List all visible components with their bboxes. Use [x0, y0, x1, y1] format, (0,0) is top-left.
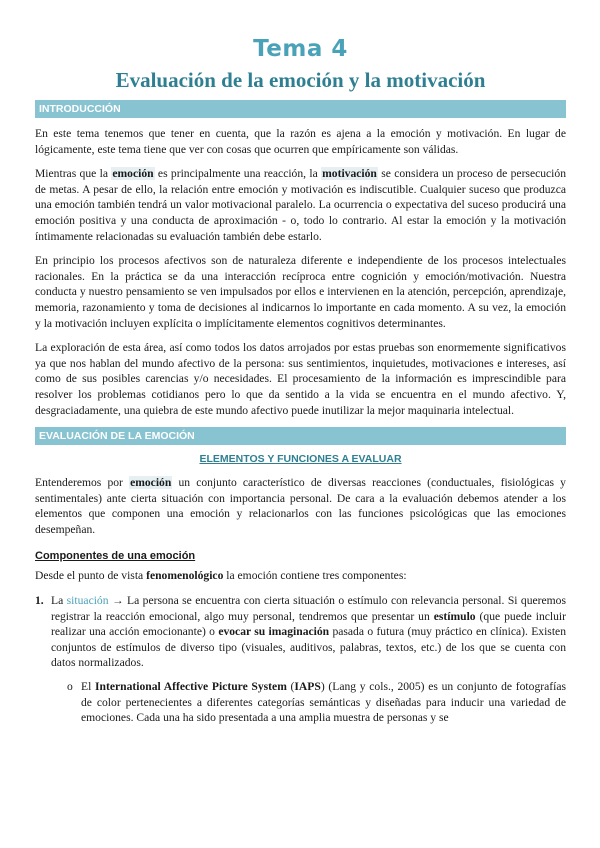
term-emocion-2: emoción — [130, 476, 172, 490]
sub-list-item — [67, 679, 566, 726]
term-emocion: emoción — [112, 167, 154, 181]
sub-item-body: El International Affective Picture System (IAPS) (Lang y cols., 2005) es un conjunto de fotografías de color pertenecientes a diferentes categorías semánticas y diseñadas para inducir una variedad de emociones. Cada una ha sido presentada a una amplia muestra de personas y se — [81, 680, 566, 725]
term-situacion: situación — [66, 594, 109, 608]
paragraph-1: En este tema tenemos que tener en cuenta, que la razón es ajena a la emoción y motivación. En lugar de lógicamente, este tema tiene que ver con cosas que ocurren que empíricamente son válidas. — [35, 127, 566, 156]
elements-heading: ELEMENTOS Y FUNCIONES A EVALUAR — [199, 453, 402, 466]
section-intro: INTRODUCCIÓN — [35, 100, 566, 118]
list-number: 1. — [35, 594, 44, 608]
term-estimulo: estímulo — [433, 609, 476, 623]
term-fenomenologico: fenomenológico — [146, 569, 224, 583]
sub-bullet: o — [67, 680, 73, 694]
term-iaps: IAPS — [294, 680, 321, 694]
paragraph-6: Desde el punto de vista fenomenológico la emoción contiene tres componentes: — [35, 569, 407, 583]
paragraph-3: En principio los procesos afectivos son de naturaleza diferente e independiente de los procesos intelectuales racionales. En la práctica se da una interacción recíproca entre cognición y emoción/motivación. Nuestra conducta y nuestro pensamiento se ven impulsados por ellos e intervienen en la atención, percepción, aprendizaje, memoria, razonamiento y toma de decisiones al indicarnos lo importante en cada momento. A su vez, la emoción y la motivación incluyen explícita o implícitamente elementos cognitivos determinantes. — [35, 254, 566, 330]
components-list — [35, 593, 566, 726]
term-motivacion: motivación — [322, 167, 377, 181]
paragraph-5: Entenderemos por emoción un conjunto característico de diversas reacciones (conductuales, fisiológicas y sentimentales) ante cierta situación con importancia personal. De cara a la evaluación debemos atender a los elementos que componen una emoción y relacionarlos con las funciones psicológicas que las emociones desempeñan. — [35, 476, 566, 536]
term-evocar: evocar su imaginación — [218, 625, 330, 639]
list-item-body: La situación → La persona se encuentra con cierta situación o estímulo con relevancia personal. Si queremos registrar la reacción emocional, algo muy personal, tendremos que presentar un estímulo (que puede incluir realizar una acción emocionante) o evocar su imaginación pasada o futura (muy práctico en clínica). Existen conjuntos de estímulos de diverso tipo (visuales, auditivos, palabras, textos, etc.) de los que se cuenta con datos normalizados. o El International Affective Picture System (IAPS) (Lang y cols., 2005) es un conjunto de fotografías de color pertenecientes a diferentes categorías semánticas y diseñadas para inducir una variedad de emociones. Cada una ha sido presentada a una amplia muestra de personas y se — [51, 594, 566, 725]
page-subtitle: Evaluación de la emoción y la motivación — [115, 68, 486, 92]
paragraph-2: Mientras que la emoción es principalmente una reacción, la motivación se considera un proceso de persecución de metas. A pesar de ello, la relación entre emoción y motivación es indiscutible. Cualquier suceso que produzca una emoción también tendrá un valor motivacional paralelo. La ocurrencia o expectativa del suceso producirá una emoción positiva y una conducta de aproximación - o, todo lo contrario. Al estar la emoción y la motivación íntimamente relacionadas su evaluación también debe estarlo. — [35, 167, 566, 243]
paragraph-4: La exploración de esta área, así como todos los datos arrojados por estas pruebas son enormemente significativos ya que nos hablan del mundo afectivo de la persona: sus sentimientos, inquietudes, motivaciones e intereses, así como de sus posibles carencias y/o necesidades. El procesamiento de la información es imprescindible para resolver los problemas cotidianos pero lo que da sentido a la vida se encuentra en el mundo afectivo. Y, desgraciadamente, una quiebra de este mundo afectivo puede inutilizar la mejor maquinaria intelectual. — [35, 341, 566, 417]
section-evaluacion: EVALUACIÓN DE LA EMOCIÓN — [35, 427, 566, 445]
components-heading: Componentes de una emoción — [35, 550, 196, 563]
page-title: Tema 4 — [253, 36, 348, 62]
term-iaps-full: International Affective Picture System — [95, 680, 287, 694]
list-item — [35, 593, 566, 726]
